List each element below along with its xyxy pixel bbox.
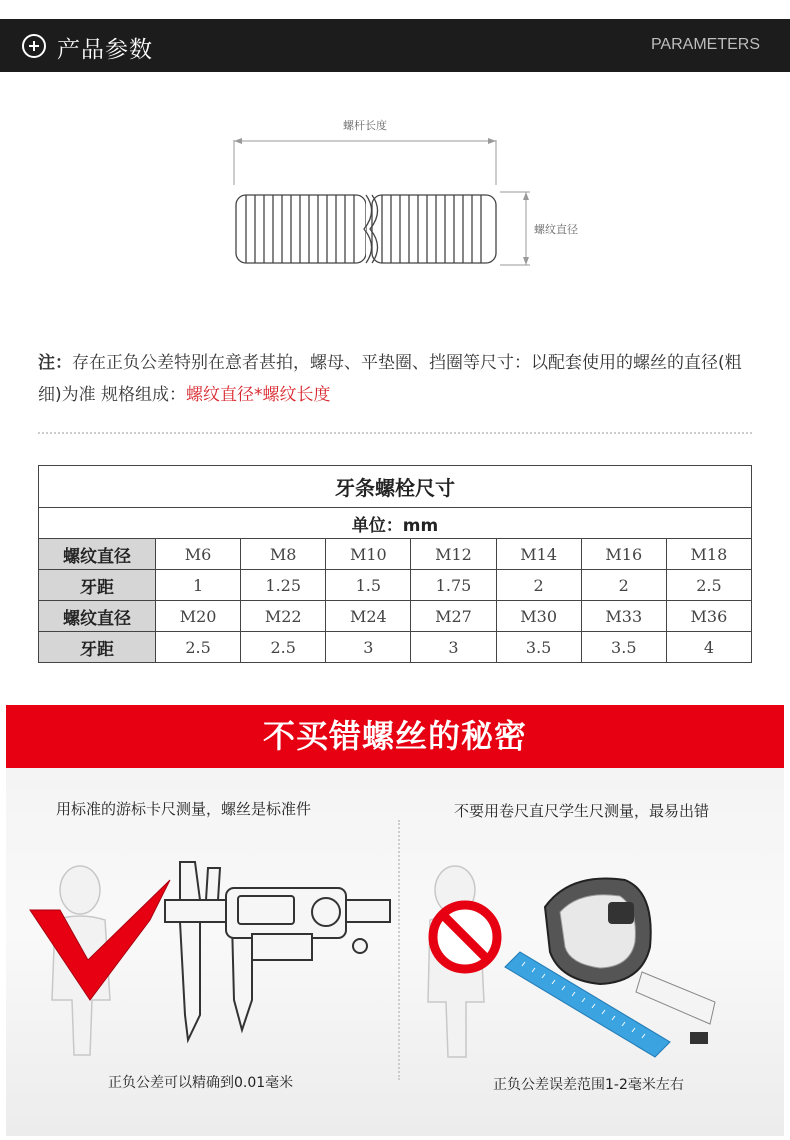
rod-left-segment (236, 195, 366, 263)
note-label: 注： (38, 353, 72, 373)
table-cell: 1.5 (326, 570, 411, 601)
table-cell: M18 (666, 539, 751, 570)
table-cell: M30 (496, 601, 581, 632)
left-caption: 用标准的游标卡尺测量，螺丝是标准件 (56, 800, 312, 818)
caliper-illustration (20, 850, 400, 1065)
row-header: 螺纹直径 (39, 601, 156, 632)
table-row (39, 570, 752, 601)
plus-circle-icon (22, 34, 46, 58)
table-cell: M36 (666, 601, 751, 632)
table-cell: 3.5 (581, 632, 666, 663)
table-cell: 2 (496, 570, 581, 601)
table-cell: 2 (581, 570, 666, 601)
table-cell: 3 (411, 632, 496, 663)
table-cell: 1 (156, 570, 241, 601)
table-row (39, 539, 752, 570)
rod-right-segment (372, 195, 496, 263)
note-highlight: 螺纹直径*螺纹长度 (186, 385, 331, 405)
table-cell: M33 (581, 601, 666, 632)
table-cell: 4 (666, 632, 751, 663)
table-row (39, 632, 752, 663)
rod-length-label: 螺杆长度 (343, 119, 387, 132)
table-cell: M16 (581, 539, 666, 570)
table-cell: M20 (156, 601, 241, 632)
table-cell: M10 (326, 539, 411, 570)
dotted-divider (38, 432, 752, 434)
row-header: 螺纹直径 (39, 539, 156, 570)
section-title: 产品参数 (57, 37, 153, 63)
thread-size-table (38, 465, 752, 663)
secret-banner: 不买错螺丝的秘密 (6, 705, 784, 768)
table-cell: 2.5 (156, 632, 241, 663)
note-text: 存在正负公差特别在意者甚拍，螺母、平垫圈、挡圈等尺寸：以配套使用的螺丝的直径(粗细)为准 规格组成： (38, 353, 742, 405)
table-row (39, 601, 752, 632)
vernier-caliper-icon (165, 862, 390, 1040)
table-cell: M8 (241, 539, 326, 570)
table-unit: 单位：mm (39, 508, 752, 539)
row-header: 牙距 (39, 570, 156, 601)
right-caption: 不要用卷尺直尺学生尺测量，最易出错 (454, 802, 710, 820)
right-tolerance-note: 正负公差误差范围1-2毫米左右 (493, 1077, 684, 1093)
threaded-rod-diagram (200, 100, 620, 290)
table-cell: 1.75 (411, 570, 496, 601)
size-note (38, 347, 758, 411)
table-cell: M27 (411, 601, 496, 632)
table-cell: 2.5 (241, 632, 326, 663)
table-cell: M14 (496, 539, 581, 570)
thread-diameter-label: 螺纹直径 (534, 223, 578, 236)
table-cell: M6 (156, 539, 241, 570)
table-cell: 1.25 (241, 570, 326, 601)
table-cell: 3.5 (496, 632, 581, 663)
tape-measure-illustration (410, 852, 780, 1062)
table-cell: 2.5 (666, 570, 751, 601)
table-cell: M12 (411, 539, 496, 570)
table-cell: M22 (241, 601, 326, 632)
table-title: 牙条螺栓尺寸 (39, 466, 752, 508)
table-cell: 3 (326, 632, 411, 663)
prohibited-icon (433, 905, 497, 969)
table-cell: M24 (326, 601, 411, 632)
left-tolerance-note: 正负公差可以精确到0.01毫米 (108, 1075, 294, 1091)
section-header (0, 19, 790, 72)
section-subtitle: PARAMETERS (650, 36, 760, 53)
row-header: 牙距 (39, 632, 156, 663)
